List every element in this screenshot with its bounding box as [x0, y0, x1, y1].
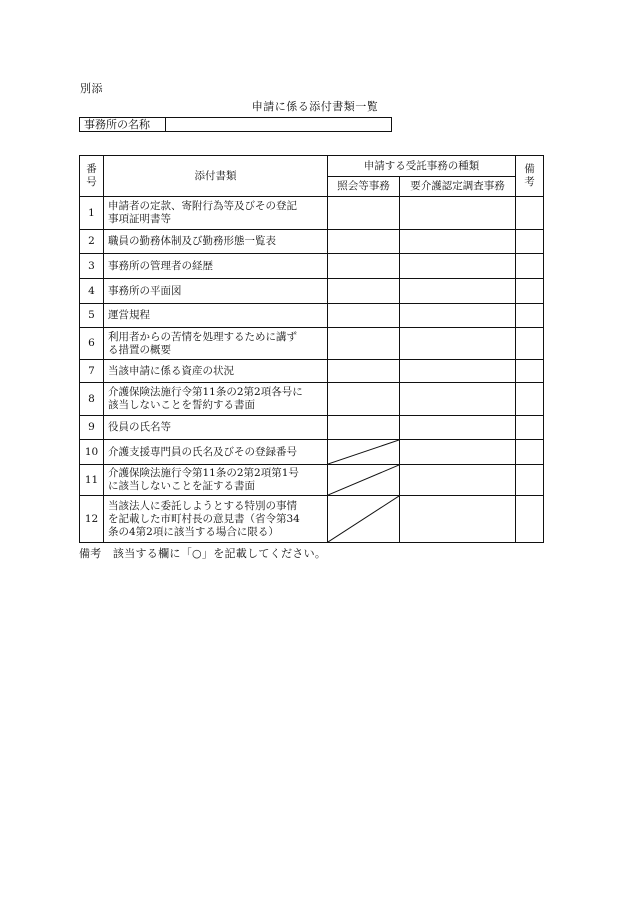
not-applicable-slash: [328, 465, 399, 495]
row-document: [104, 360, 328, 383]
remarks-cell[interactable]: [516, 304, 544, 328]
page-title: 申請に係る添付書類一覧: [251, 100, 379, 113]
header-document: 添付書類: [104, 156, 328, 197]
row-document: [104, 279, 328, 304]
row-document-line: 当該法人に委託しようとする特別の事情: [108, 499, 297, 512]
care-survey-cell[interactable]: [400, 230, 516, 254]
table-row: [80, 465, 544, 496]
inquiry-cell[interactable]: [328, 383, 400, 416]
inquiry-cell[interactable]: [328, 328, 400, 360]
row-document-line: 職員の勤務体制及び勤務形態一覧表: [108, 235, 276, 247]
office-name-label: 事務所の名称: [80, 118, 166, 131]
header-number-line2: 号: [86, 176, 97, 188]
inquiry-cell: [328, 496, 400, 543]
row-number: 10: [80, 440, 104, 465]
header-number-line1: 番: [86, 163, 97, 175]
care-survey-cell[interactable]: [400, 279, 516, 304]
attachment-table: [79, 155, 544, 543]
table-row: [80, 440, 544, 465]
office-name-field: [79, 117, 392, 132]
row-document: [104, 383, 328, 416]
remarks-cell[interactable]: [516, 254, 544, 279]
row-document-line: 運営規程: [108, 309, 150, 321]
care-survey-cell[interactable]: [400, 440, 516, 465]
care-survey-cell[interactable]: [400, 383, 516, 416]
row-document-line: 介護保険法施行令第11条の2第2項第1号: [108, 467, 299, 479]
inquiry-cell[interactable]: [328, 304, 400, 328]
remarks-cell[interactable]: [516, 279, 544, 304]
row-document: [104, 197, 328, 230]
inquiry-cell[interactable]: [328, 197, 400, 230]
row-document: [104, 496, 328, 543]
not-applicable-slash: [328, 440, 399, 464]
remarks-cell[interactable]: [516, 440, 544, 465]
table-row: [80, 197, 544, 230]
table-row: [80, 279, 544, 304]
row-document: [104, 416, 328, 440]
row-document-line: 介護保険法施行令第11条の2第2項各号に: [108, 386, 303, 398]
row-number: 4: [80, 279, 104, 304]
row-number: 2: [80, 230, 104, 254]
row-document-line: 申請者の定款、寄附行為等及びその登記: [108, 200, 297, 212]
table-row: [80, 254, 544, 279]
row-number: 11: [80, 465, 104, 496]
row-document-line: 介護支援専門員の氏名及びその登録番号: [108, 445, 297, 458]
inquiry-cell: [328, 465, 400, 496]
row-number: 7: [80, 360, 104, 383]
row-document: [104, 328, 328, 360]
remarks-cell[interactable]: [516, 383, 544, 416]
inquiry-cell: [328, 440, 400, 465]
table-row: [80, 416, 544, 440]
remarks-cell[interactable]: [516, 328, 544, 360]
care-survey-cell[interactable]: [400, 197, 516, 230]
row-document: [104, 465, 328, 496]
table-row: [80, 230, 544, 254]
care-survey-cell[interactable]: [400, 304, 516, 328]
remarks-cell[interactable]: [516, 416, 544, 440]
row-number: 3: [80, 254, 104, 279]
row-document-line: 事務所の平面図: [108, 284, 182, 297]
header-number: [80, 156, 104, 197]
row-document-line: 役員の氏名等: [108, 421, 171, 433]
table-row: [80, 328, 544, 360]
remarks-cell[interactable]: [516, 197, 544, 230]
care-survey-cell[interactable]: [400, 360, 516, 383]
remarks-cell[interactable]: [516, 496, 544, 543]
row-number: 1: [80, 197, 104, 230]
row-document: [104, 440, 328, 465]
remarks-note: 備考 該当する欄に「○」を記載してください。: [79, 547, 327, 560]
care-survey-cell[interactable]: [400, 496, 516, 543]
inquiry-cell[interactable]: [328, 230, 400, 254]
care-survey-cell[interactable]: [400, 254, 516, 279]
row-number: 9: [80, 416, 104, 440]
inquiry-cell[interactable]: [328, 360, 400, 383]
row-document: [104, 304, 328, 328]
row-number: 5: [80, 304, 104, 328]
table-row: [80, 383, 544, 416]
row-number: 8: [80, 383, 104, 416]
remarks-cell[interactable]: [516, 360, 544, 383]
header-care-survey: 要介護認定調査事務: [400, 177, 516, 197]
table-row: [80, 496, 544, 543]
row-document-line: 事項証明書等: [108, 213, 171, 225]
row-document: [104, 230, 328, 254]
row-document-line: 条の4第2項に該当する場合に限る）: [108, 525, 279, 538]
remarks-cell[interactable]: [516, 230, 544, 254]
row-document-line: 事務所の管理者の経歴: [108, 259, 213, 272]
office-name-value[interactable]: [166, 118, 391, 131]
care-survey-cell[interactable]: [400, 416, 516, 440]
header-remarks: 備考: [516, 156, 544, 197]
not-applicable-slash: [328, 496, 399, 542]
remarks-cell[interactable]: [516, 465, 544, 496]
row-document-line: 利用者からの苦情を処理するために講ず: [108, 330, 297, 343]
inquiry-cell[interactable]: [328, 279, 400, 304]
row-document: [104, 254, 328, 279]
table-row: [80, 360, 544, 383]
header-service-group: 申請する受託事務の種類: [328, 156, 516, 177]
table-row: [80, 304, 544, 328]
row-document-line: 当該申請に係る資産の状況: [108, 364, 234, 377]
care-survey-cell[interactable]: [400, 328, 516, 360]
row-number: 12: [80, 496, 104, 543]
row-document-line: 該当しないことを誓約する書面: [108, 399, 255, 411]
row-document-line: を記載した市町村長の意見書（省令第34: [108, 512, 300, 525]
annex-label: 別添: [80, 82, 103, 95]
inquiry-cell[interactable]: [328, 416, 400, 440]
care-survey-cell[interactable]: [400, 465, 516, 496]
row-document-line: る措置の概要: [108, 343, 171, 356]
header-inquiry: 照会等事務: [328, 177, 400, 197]
inquiry-cell[interactable]: [328, 254, 400, 279]
row-number: 6: [80, 328, 104, 360]
row-document-line: に該当しないことを証する書面: [108, 480, 255, 492]
